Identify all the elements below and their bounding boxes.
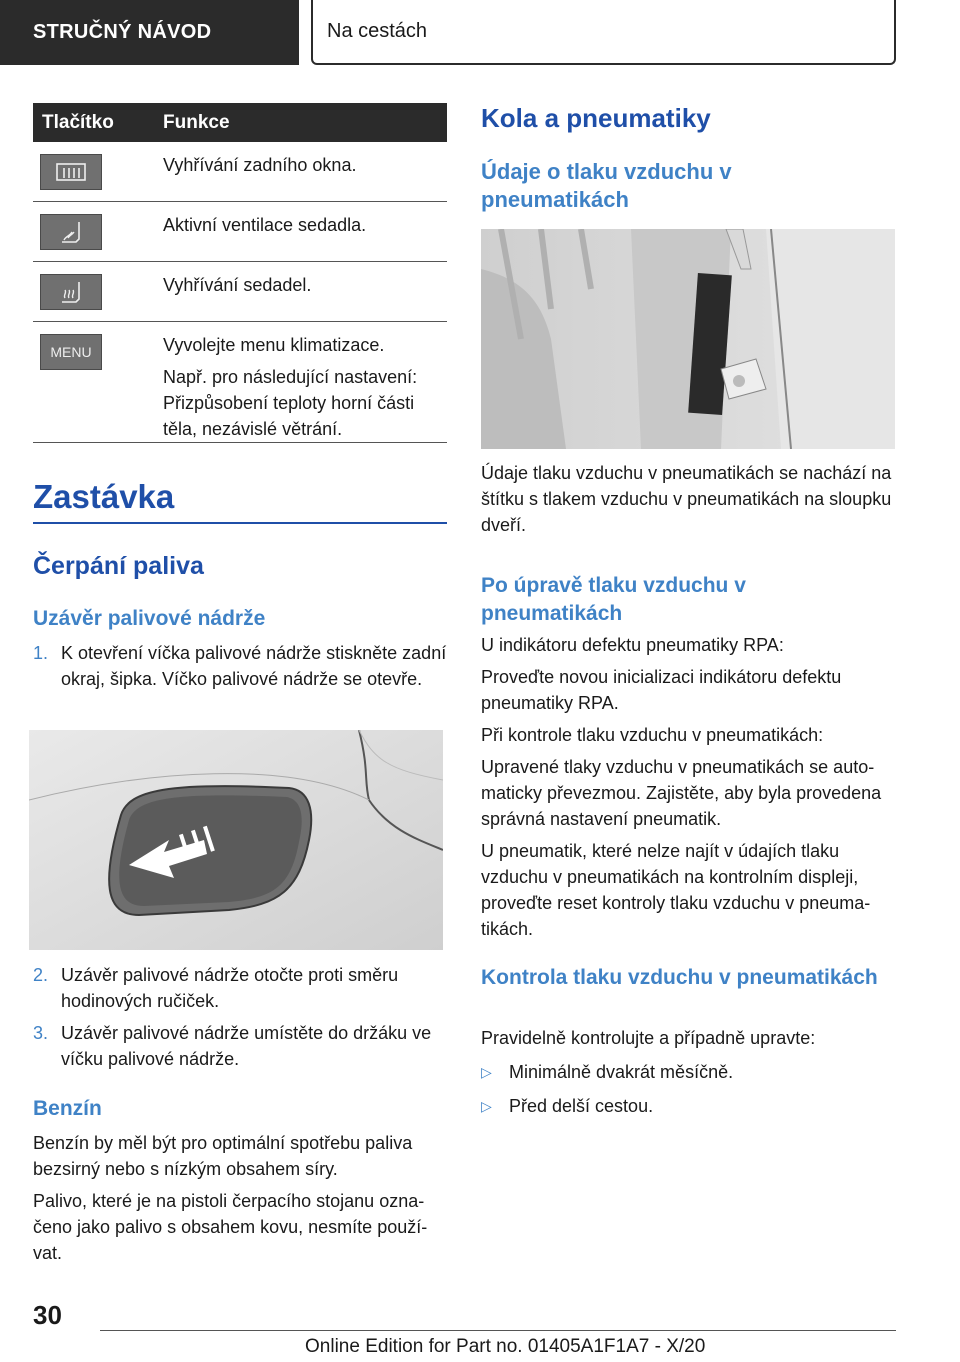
check-text bbox=[481, 1025, 895, 1127]
paragraph: Palivo, které je na pistoli čerpacího stojanu označeno jako palivo s obsahem kovu, nesmíte používat. bbox=[33, 1191, 428, 1263]
section-title: Zastávka bbox=[33, 478, 175, 515]
petrol-text bbox=[33, 1130, 447, 1272]
function-text: Např. pro následující nastavení: Přizpůsobení teploty horní části těla, nezávislé větrání. bbox=[163, 367, 418, 439]
step-text: K otevření víčka palivové nádrže stiskněte zadní okraj, šipka. Víčko palivové nádrže se otevře. bbox=[61, 643, 447, 689]
step-text: Uzávěr palivové nádrže umístěte do držáku ve víčku palivové nádrže. bbox=[61, 1023, 432, 1069]
step-number: 1. bbox=[33, 643, 49, 663]
list-item bbox=[481, 1059, 895, 1085]
rear-window-defrost-icon bbox=[40, 154, 102, 190]
check-heading: Kontrola tlaku vzduchu v pneumatikách bbox=[481, 966, 878, 989]
fuel-flap-image bbox=[29, 730, 443, 950]
list-item-text: Minimálně dvakrát měsíčně. bbox=[509, 1062, 734, 1082]
paragraph: Benzín by měl být pro optimální spotřebu paliva bezsirný nebo s nízkým obsahem síry. bbox=[33, 1133, 413, 1179]
subsection-title: Čerpání paliva bbox=[33, 552, 204, 580]
table-row bbox=[33, 262, 447, 322]
pressure-data-heading: Údaje o tlaku vzduchu v pneumatikách bbox=[481, 159, 732, 212]
paragraph: U pneumatik, které nelze najít v údajích tlaku vzduchu v pneumatikách na kontrolním displeji, proveďte reset kontroly tlaku vzduchu v pneumatikách. bbox=[481, 841, 871, 939]
list-item bbox=[33, 962, 447, 1014]
button-function-table bbox=[33, 103, 447, 443]
chapter-label: Na cestách bbox=[327, 20, 428, 42]
section-tab bbox=[0, 0, 299, 65]
step-number: 2. bbox=[33, 965, 49, 985]
triangle-bullet-icon: ▷ bbox=[481, 1098, 492, 1114]
after-adjust-text bbox=[481, 632, 895, 948]
paragraph: Upravené tlaky vzduchu v pneumatikách se automaticky převezmou. Zajistěte, aby byla provedena správná nastavení pneumatik. bbox=[481, 757, 882, 829]
fuel-cap-heading: Uzávěr palivové nádrže bbox=[33, 607, 266, 630]
step-list-1 bbox=[33, 640, 447, 698]
header-button: Tlačítko bbox=[42, 111, 114, 133]
step-number: 3. bbox=[33, 1023, 49, 1043]
page-number: 30 bbox=[33, 1300, 62, 1330]
triangle-bullet-icon: ▷ bbox=[481, 1064, 492, 1080]
chapter-tab bbox=[311, 0, 896, 65]
section-label: STRUČNÝ NÁVOD bbox=[33, 21, 212, 43]
function-text: Vyhřívání sedadel. bbox=[163, 275, 312, 295]
footer-rule bbox=[100, 1330, 896, 1331]
petrol-heading: Benzín bbox=[33, 1097, 102, 1120]
paragraph: Proveďte novou inicializaci indikátoru defektu pneumatiky RPA. bbox=[481, 667, 842, 713]
list-item bbox=[33, 640, 447, 692]
table-row bbox=[33, 142, 447, 202]
after-adjust-heading: Po úpravě tlaku vzduchu v pneumatikách bbox=[481, 574, 746, 625]
step-text: Uzávěr palivové nádrže otočte proti směru hodinových ručiček. bbox=[61, 965, 399, 1011]
function-text: Vyvolejte menu klimatizace. bbox=[163, 335, 385, 355]
list-item-text: Před delší cestou. bbox=[509, 1096, 654, 1116]
door-pillar-image bbox=[481, 229, 895, 449]
seat-heating-icon bbox=[40, 274, 102, 310]
table-row bbox=[33, 202, 447, 262]
list-item bbox=[33, 1020, 447, 1072]
table-header bbox=[33, 103, 447, 142]
section-rule bbox=[33, 522, 447, 524]
paragraph: U indikátoru defektu pneumatiky RPA: bbox=[481, 635, 784, 655]
seat-ventilation-icon bbox=[40, 214, 102, 250]
paragraph: Při kontrole tlaku vzduchu v pneumatikách: bbox=[481, 725, 824, 745]
paragraph: Pravidelně kontrolujte a případně upravte: bbox=[481, 1028, 816, 1048]
list-item bbox=[481, 1093, 895, 1119]
edition-text: Online Edition for Part no. 01405A1F1A7 - X/20 bbox=[305, 1336, 706, 1357]
pressure-caption: Údaje tlaku vzduchu v pneumatikách se nachází na štítku s tlakem vzduchu v pneumatikách na sloupku dveří. bbox=[481, 463, 892, 535]
wheels-title: Kola a pneumatiky bbox=[481, 103, 711, 133]
menu-button-label: MENU bbox=[50, 344, 92, 360]
function-text: Vyhřívání zadního okna. bbox=[163, 155, 357, 175]
step-list-2 bbox=[33, 962, 447, 1078]
header-function: Funkce bbox=[163, 111, 230, 133]
function-text: Aktivní ventilace sedadla. bbox=[163, 215, 367, 235]
table-row bbox=[33, 322, 447, 443]
menu-button-icon bbox=[40, 334, 102, 370]
